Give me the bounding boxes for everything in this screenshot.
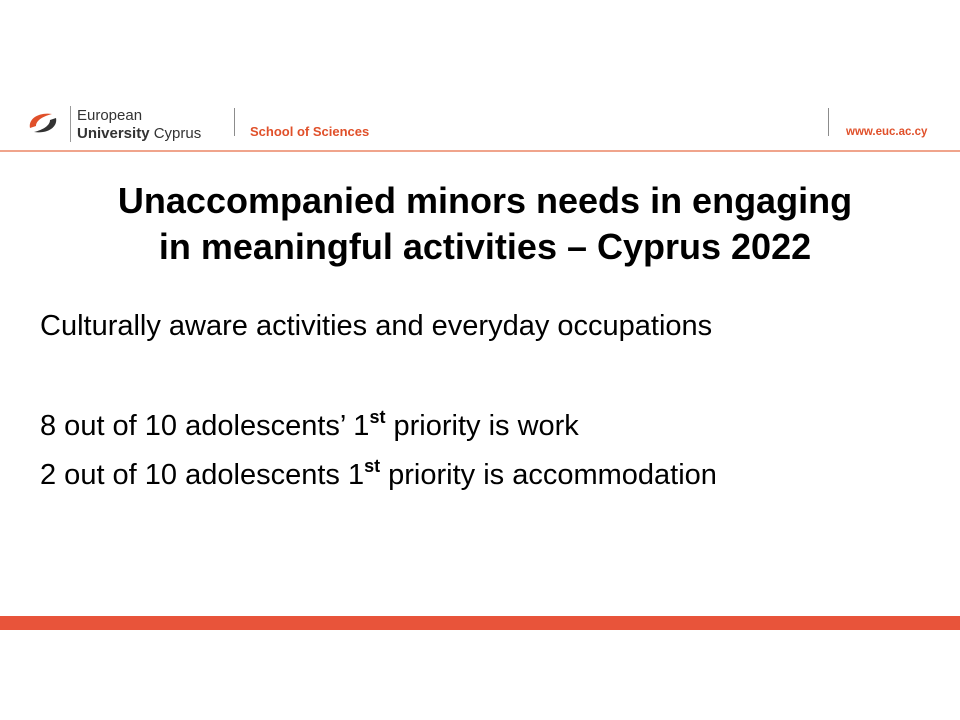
university-name [77, 107, 201, 143]
slide-header [0, 100, 960, 152]
header-divider-right [828, 108, 829, 136]
subtitle-text: Culturally aware activities and everyday occupations [40, 310, 713, 342]
stat-line-accommodation: 2 out of 10 adolescents 1st priority is accommodation [40, 456, 717, 491]
euc-logo-icon [26, 108, 60, 138]
title-line-1: Unaccompanied minors needs in engaging [117, 180, 853, 221]
stat-line-work: 8 out of 10 adolescents’ 1st priority is work [40, 407, 579, 442]
title-line-2: in meaningful activities – Cyprus 2022 [158, 226, 812, 267]
slide-title [30, 178, 940, 270]
logo-line-1: European [77, 107, 143, 124]
header-divider-left [234, 108, 235, 136]
website-link[interactable]: www.euc.ac.cy [846, 126, 928, 138]
footer-bar [0, 616, 960, 630]
logo-line-2: University Cyprus [77, 125, 202, 142]
header-rule [0, 150, 960, 152]
logo-divider [70, 106, 71, 142]
school-name: School of Sciences [250, 124, 370, 139]
